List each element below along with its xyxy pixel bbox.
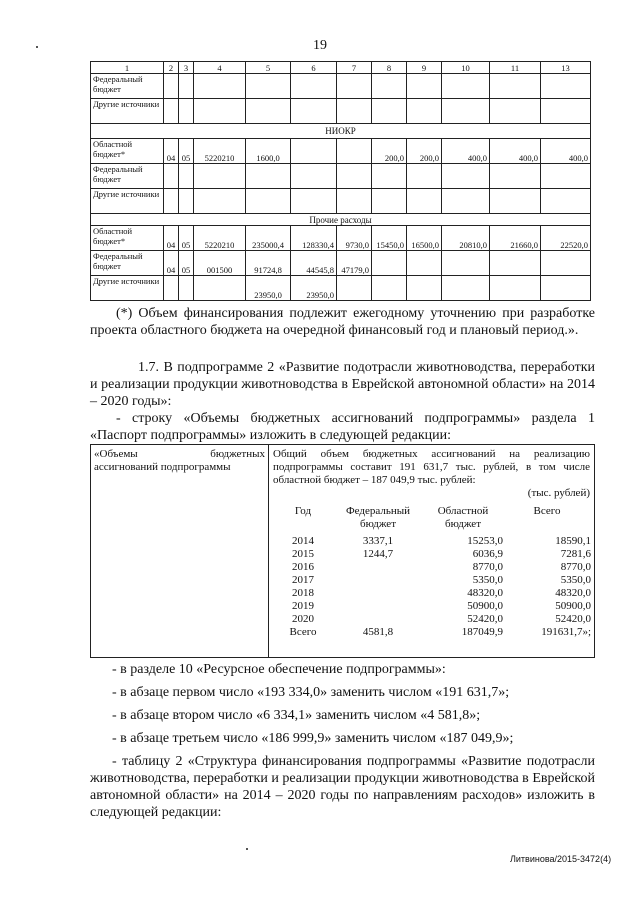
header-cell: 13	[541, 62, 591, 74]
year-total-cell: 7281,6	[560, 548, 591, 560]
col-year-header: Год	[294, 505, 312, 517]
table-cell	[179, 99, 194, 124]
year-obl-cell: 52420,0	[467, 613, 503, 625]
table-cell	[179, 74, 194, 99]
table-cell	[179, 189, 194, 214]
table-cell: 47179,0	[337, 251, 372, 276]
table-cell	[442, 74, 490, 99]
year-total-cell: 50900,0	[555, 600, 591, 612]
table-cell: 04	[164, 139, 179, 164]
section-other-expenses-row	[91, 214, 591, 226]
col-total-header: Всего	[533, 505, 561, 517]
year-obl-cell: 48320,0	[467, 587, 503, 599]
header-cell: 6	[291, 62, 337, 74]
year-total-cell: 52420,0	[555, 613, 591, 625]
year-year-cell: 2016	[292, 561, 314, 573]
year-row	[273, 613, 591, 626]
page-number: 19	[313, 38, 327, 53]
table-cell	[337, 139, 372, 164]
header-cell: 7	[337, 62, 372, 74]
table-cell	[407, 99, 442, 124]
year-row	[273, 587, 591, 600]
table-row	[91, 226, 591, 251]
table-cell	[490, 251, 541, 276]
year-year-cell: 2015	[292, 548, 314, 560]
table-cell: 128330,4	[291, 226, 337, 251]
table-cell	[291, 189, 337, 214]
table-header-row	[91, 62, 591, 74]
table-cell	[490, 164, 541, 189]
year-fed-cell: 4581,8	[362, 626, 394, 638]
table-row	[91, 251, 591, 276]
year-row	[273, 548, 591, 561]
table-cell: 15450,0	[372, 226, 407, 251]
financing-table	[90, 61, 591, 301]
table-cell	[337, 74, 372, 99]
row-label: Федеральный бюджет	[91, 74, 164, 99]
footnote-paragraph: (*) Объем финансирования подлежит ежегодному уточнению при разработке проекта областного бюджета на очередной финансовый год и плановый период.».	[90, 306, 595, 338]
table-cell: 04	[164, 251, 179, 276]
header-cell: 10	[442, 62, 490, 74]
table-cell	[541, 164, 591, 189]
table-cell	[337, 164, 372, 189]
footer-code: Литвинова/2015-3472(4)	[510, 854, 612, 864]
year-row	[273, 626, 591, 639]
table-cell: 44545,8	[291, 251, 337, 276]
year-obl-cell: 6036,9	[472, 548, 503, 560]
table-cell	[164, 276, 179, 301]
year-row	[273, 535, 591, 548]
table-row	[91, 99, 591, 124]
table-cell	[372, 276, 407, 301]
table-cell	[372, 164, 407, 189]
year-fed-cell	[333, 561, 423, 574]
header-cell: 5	[246, 62, 291, 74]
section-niokr: НИОКР	[91, 124, 591, 139]
table-cell	[490, 74, 541, 99]
table-cell: 1600,0	[246, 139, 291, 164]
table-cell	[164, 164, 179, 189]
table-cell: 21660,0	[490, 226, 541, 251]
table-cell: 400,0	[442, 139, 490, 164]
table-cell: 91724,8	[246, 251, 291, 276]
table-cell: 16500,0	[407, 226, 442, 251]
table-cell	[291, 164, 337, 189]
year-row	[273, 574, 591, 587]
table-cell	[246, 164, 291, 189]
row-label: Федеральный бюджет	[91, 251, 164, 276]
table-cell: 001500	[194, 251, 246, 276]
row-label: Другие источники	[91, 189, 164, 214]
scan-speck	[36, 46, 38, 48]
table-cell: 5220210	[194, 226, 246, 251]
row-label: Другие источники	[91, 276, 164, 301]
year-obl-cell: 5350,0	[472, 574, 503, 586]
year-year-cell: 2019	[292, 600, 314, 612]
table-cell	[442, 164, 490, 189]
year-row	[273, 600, 591, 613]
passport-left-line-2: ассигнований подпрограммы	[94, 461, 231, 473]
col-fed-header: Федеральный бюджет	[345, 505, 411, 530]
passport-left-word-1: «Объемы	[94, 448, 138, 460]
table-cell	[179, 276, 194, 301]
table-cell	[490, 189, 541, 214]
table-cell: 200,0	[407, 139, 442, 164]
table-cell	[407, 189, 442, 214]
table-row	[91, 189, 591, 214]
table-cell	[372, 99, 407, 124]
table-cell: 23950,0	[246, 276, 291, 301]
table-cell: 400,0	[490, 139, 541, 164]
table-row	[91, 276, 591, 301]
table-cell	[490, 99, 541, 124]
table-cell	[194, 74, 246, 99]
table-cell	[442, 99, 490, 124]
table-cell	[194, 276, 246, 301]
table-cell: 05	[179, 226, 194, 251]
year-total-cell: 8770,0	[560, 561, 591, 573]
table-cell	[164, 74, 179, 99]
table-cell	[442, 189, 490, 214]
table-cell	[337, 276, 372, 301]
table-cell: 400,0	[541, 139, 591, 164]
table-cell	[164, 189, 179, 214]
table-cell	[541, 99, 591, 124]
table-cell	[194, 99, 246, 124]
table-cell	[442, 251, 490, 276]
row-label: Федеральный бюджет	[91, 164, 164, 189]
scan-speck	[246, 848, 248, 850]
table-cell	[246, 74, 291, 99]
year-fed-cell	[333, 587, 423, 600]
table-cell: 5220210	[194, 139, 246, 164]
year-fed-cell	[333, 574, 423, 587]
table-cell	[246, 189, 291, 214]
paragraph-1-7: 1.7. В подпрограмме 2 «Развитие подотрасли животноводства, переработки и реализации продукции животноводства в Еврейской автономной области» на 2014 – 2020 годы»:	[90, 360, 595, 409]
year-obl-cell: 187049,9	[461, 626, 503, 638]
table-cell	[407, 164, 442, 189]
table-cell	[541, 276, 591, 301]
table-cell	[407, 251, 442, 276]
table-cell: 20810,0	[442, 226, 490, 251]
table-cell	[541, 74, 591, 99]
table-cell	[372, 251, 407, 276]
header-cell: 8	[372, 62, 407, 74]
row-label: Областной бюджет*	[91, 226, 164, 251]
year-total-cell: 5350,0	[560, 574, 591, 586]
passport-left-word-2: бюджетных	[210, 448, 265, 460]
table-cell	[541, 189, 591, 214]
passport-unit: (тыс. рублей)	[527, 487, 590, 499]
passport-left-cell	[91, 445, 269, 657]
table-cell	[490, 276, 541, 301]
year-total-cell: 191631,7»;	[541, 626, 591, 638]
row-label: Другие источники	[91, 99, 164, 124]
year-year-cell: 2014	[292, 535, 314, 547]
table-cell	[291, 74, 337, 99]
table-cell	[164, 99, 179, 124]
table-cell: 05	[179, 139, 194, 164]
year-fed-cell: 3337,1	[362, 535, 394, 547]
year-fed-cell	[333, 600, 423, 613]
row-label: Областной бюджет*	[91, 139, 164, 164]
table-cell: 23950,0	[291, 276, 337, 301]
year-year-cell: 2018	[292, 587, 314, 599]
table-cell	[291, 139, 337, 164]
year-obl-cell: 50900,0	[467, 600, 503, 612]
bullet-5: - таблицу 2 «Структура финансирования подпрограммы «Развитие подотрасли животноводства, переработки и реализации продукции животноводства в Еврейской автономной области» на 2014 – 2020 годы по направлениям расходов» изложить в следующей редакции:	[90, 754, 595, 820]
table-row	[91, 139, 591, 164]
passport-intro: Общий объем бюджетных ассигнований на реализацию подпрограммы составит 191 631,7 тыс. рублей, в том числе областной бюджет – 187 049,9 тыс. рублей:	[273, 448, 590, 486]
section-other-expenses: Прочие расходы	[91, 214, 591, 226]
table-cell	[372, 74, 407, 99]
table-cell	[407, 276, 442, 301]
col-obl-header: Областной бюджет	[437, 505, 489, 530]
year-year-cell: Всего	[289, 626, 317, 638]
year-fed-cell	[333, 613, 423, 626]
header-cell: 3	[179, 62, 194, 74]
year-row	[273, 561, 591, 574]
year-obl-cell: 8770,0	[472, 561, 503, 573]
header-cell: 9	[407, 62, 442, 74]
header-cell: 11	[490, 62, 541, 74]
table-cell: 04	[164, 226, 179, 251]
table-cell: 235000,4	[246, 226, 291, 251]
year-year-cell: 2020	[292, 613, 314, 625]
table-row	[91, 74, 591, 99]
table-cell	[194, 189, 246, 214]
table-cell: 05	[179, 251, 194, 276]
year-total-cell: 18590,1	[555, 535, 591, 547]
table-cell	[337, 189, 372, 214]
passport-table	[90, 444, 595, 658]
table-cell	[442, 276, 490, 301]
table-cell	[407, 74, 442, 99]
bullet-3: - в абзаце втором число «6 334,1» заменить числом «4 581,8»;	[112, 708, 481, 723]
year-total-cell: 48320,0	[555, 587, 591, 599]
header-cell: 2	[164, 62, 179, 74]
table-cell	[246, 99, 291, 124]
year-obl-cell: 15253,0	[467, 535, 503, 547]
table-cell	[194, 164, 246, 189]
table-cell	[372, 189, 407, 214]
table-cell: 200,0	[372, 139, 407, 164]
bullet-4: - в абзаце третьем число «186 999,9» заменить числом «187 049,9»;	[112, 731, 514, 746]
section-niokr-row	[91, 124, 591, 139]
passport-right-cell	[269, 445, 594, 657]
table-cell: 22520,0	[541, 226, 591, 251]
year-fed-cell: 1244,7	[362, 548, 394, 560]
table-cell	[179, 164, 194, 189]
table-cell	[337, 99, 372, 124]
header-cell: 4	[194, 62, 246, 74]
table-row	[91, 164, 591, 189]
paragraph-row-replace: - строку «Объемы бюджетных ассигнований подпрограммы» раздела 1 «Паспорт подпрограммы» изложить в следующей редакции:	[90, 411, 595, 443]
bullet-2: - в абзаце первом число «193 334,0» заменить числом «191 631,7»;	[112, 685, 510, 700]
bullet-1: - в разделе 10 «Ресурсное обеспечение подпрограммы»:	[112, 662, 446, 677]
table-cell: 9730,0	[337, 226, 372, 251]
header-cell: 1	[91, 62, 164, 74]
passport-years-table	[273, 505, 591, 639]
table-cell	[291, 99, 337, 124]
table-cell	[541, 251, 591, 276]
year-year-cell: 2017	[292, 574, 314, 586]
